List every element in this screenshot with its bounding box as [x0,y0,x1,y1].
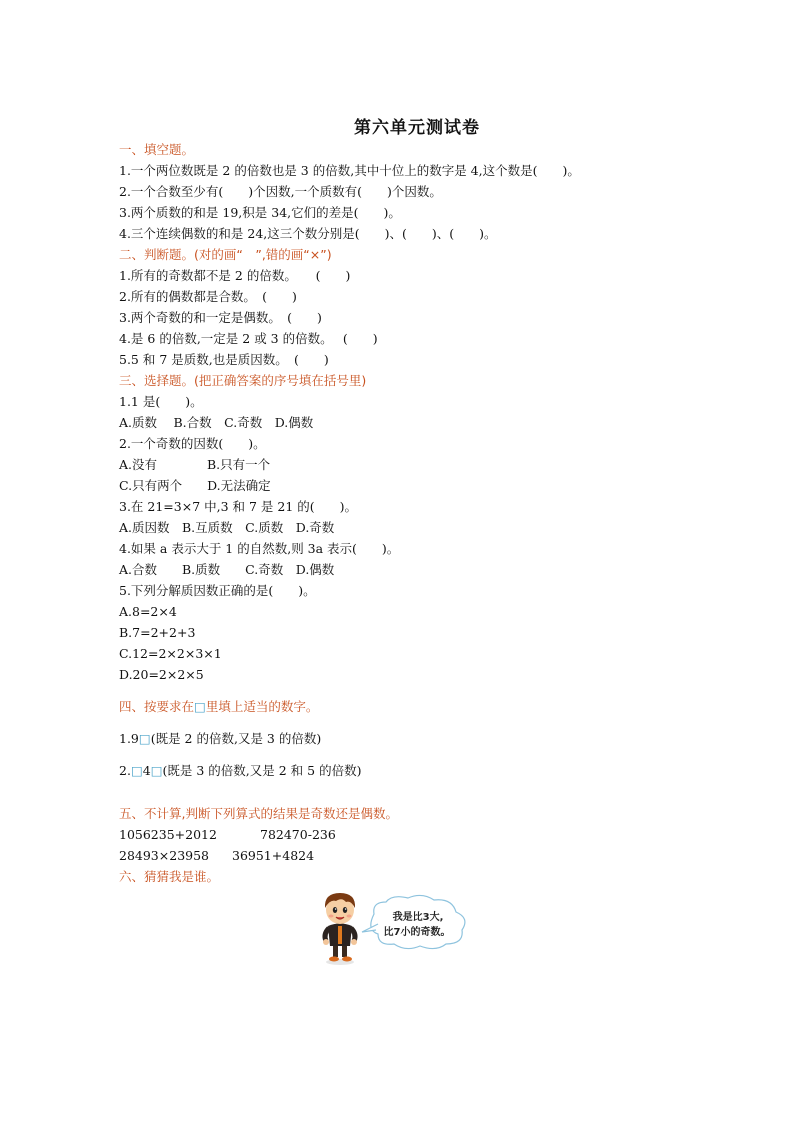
expression-row [119,824,739,845]
question-item: 5.下列分解质因数正确的是( )。 [119,583,316,598]
section-3-heading: 三、选择题。(把正确答案的序号填在括号里) [119,373,367,388]
question-item: 2.一个合数至少有( )个因数,一个质数有( )个因数。 [119,184,442,199]
question-item [119,760,739,781]
question-item: 3.在 21=3×7 中,3 和 7 是 21 的( )。 [119,499,358,514]
section-2-heading: 二、判断题。(对的画“ ”,错的画“×”) [119,247,332,262]
page-title: 第六单元测试卷 [354,118,480,138]
expression: 28493×23958 [119,848,210,863]
section-5-heading: 五、不计算,判断下列算式的结果是奇数还是偶数。 [119,806,398,821]
expression: 1056235+2012 [119,827,217,842]
question-item: 4.如果 a 表示大于 1 的自然数,则 3a 表示( )。 [119,541,400,556]
worksheet-content [119,139,739,887]
question-item: 3.两个奇数的和一定是偶数。 ( ) [119,310,322,325]
question-item: 1.一个两位数既是 2 的倍数也是 3 的倍数,其中十位上的数字是 4,这个数是( )。 [119,163,580,178]
expression: 36951+4824 [232,848,315,863]
speech-bubble-line1: 我是比3大, [392,912,444,923]
question-item: 5.5 和 7 是质数,也是质因数。 ( ) [119,352,329,367]
item-text: (既是 2 的倍数,又是 3 的倍数) [150,731,322,746]
question-item: 1.1 是( )。 [119,394,203,409]
question-item: 4.是 6 的倍数,一定是 2 或 3 的倍数。 ( ) [119,331,378,346]
question-item: 1.所有的奇数都不是 2 的倍数。 ( ) [119,268,351,283]
item-text: 4 [142,763,151,778]
item-text: (既是 3 的倍数,又是 2 和 5 的倍数) [162,763,362,778]
blank-box-icon: □ [194,699,206,714]
speech-bubble-line2: 比7小的奇数。 [383,927,451,938]
heading-text: 四、按要求在 [119,699,195,714]
item-text: 1.9 [119,731,139,746]
blank-box[interactable]: □ [130,763,143,778]
answer-options: A.质数 B.合数 C.奇数 D.偶数 [119,415,314,430]
question-item [119,728,739,749]
expression-row [119,845,739,866]
answer-option: D.20=2×2×5 [119,667,204,682]
section-1-heading: 一、填空题。 [119,142,195,157]
expression: 782470-236 [260,827,336,842]
question-item: 4.三个连续偶数的和是 24,这三个数分别是( )、( )、( )。 [119,226,497,241]
answer-options: C.只有两个 D.无法确定 [119,478,271,493]
question-item: 2.一个奇数的因数( )。 [119,436,266,451]
answer-option: B.7=2+2+3 [119,625,196,640]
heading-text: 里填上适当的数字。 [205,699,319,714]
cartoon-boy-illustration [318,888,478,968]
blank-box[interactable]: □ [150,763,163,778]
answer-options: A.合数 B.质数 C.奇数 D.偶数 [119,562,335,577]
blank-box[interactable]: □ [138,731,151,746]
answer-options: A.没有 B.只有一个 [119,457,271,472]
question-item: 3.两个质数的和是 19,积是 34,它们的差是( )。 [119,205,401,220]
answer-options: A.质因数 B.互质数 C.质数 D.奇数 [119,520,335,535]
answer-option: A.8=2×4 [119,604,177,619]
answer-option: C.12=2×2×3×1 [119,646,222,661]
question-item: 2.所有的偶数都是合数。 ( ) [119,289,297,304]
section-6-heading: 六、猜猜我是谁。 [119,869,220,884]
item-text: 2. [119,763,131,778]
section-4-heading [119,696,739,717]
